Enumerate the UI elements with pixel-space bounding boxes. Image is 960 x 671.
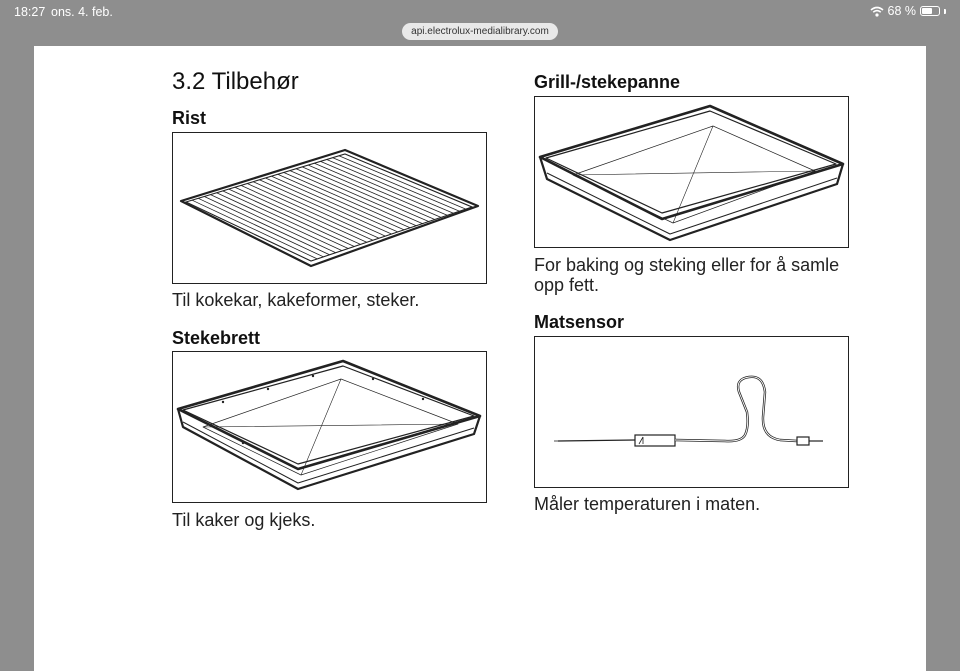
battery-icon [920, 6, 940, 16]
grill-pan-illustration [535, 97, 848, 247]
caption-rist: Til kokekar, kakeformer, steker. [172, 290, 420, 310]
food-sensor-illustration [535, 337, 848, 487]
status-date: ons. 4. feb. [51, 5, 113, 19]
baking-tray-image-frame [172, 351, 487, 503]
document-page [34, 46, 926, 671]
caption-grillpanne: For baking og steking eller for å samle opp fett. [534, 255, 840, 295]
heading-stekebrett: Stekebrett [172, 328, 261, 348]
caption-matsensor: Måler temperaturen i maten. [534, 494, 761, 514]
grill-pan-image-frame [534, 96, 849, 248]
status-right [870, 4, 947, 18]
heading-rist: Rist [172, 108, 207, 128]
status-time: 18:27 [14, 5, 46, 19]
section-title: 3.2 Tilbehør [172, 68, 299, 95]
battery-percent: 68 % [887, 4, 916, 18]
heading-matsensor: Matsensor [534, 312, 625, 332]
heading-grillpanne: Grill-/stekepanne [534, 72, 681, 92]
wire-rack-illustration [173, 133, 486, 283]
status-bar [0, 0, 960, 24]
food-sensor-image-frame [534, 336, 849, 488]
url-bar[interactable]: api.electrolux-medialibrary.com [402, 23, 558, 40]
wifi-icon [870, 6, 884, 17]
battery-tip [944, 9, 946, 14]
rack-image-frame [172, 132, 487, 284]
baking-tray-illustration [173, 352, 486, 502]
caption-stekebrett: Til kaker og kjeks. [172, 510, 316, 530]
